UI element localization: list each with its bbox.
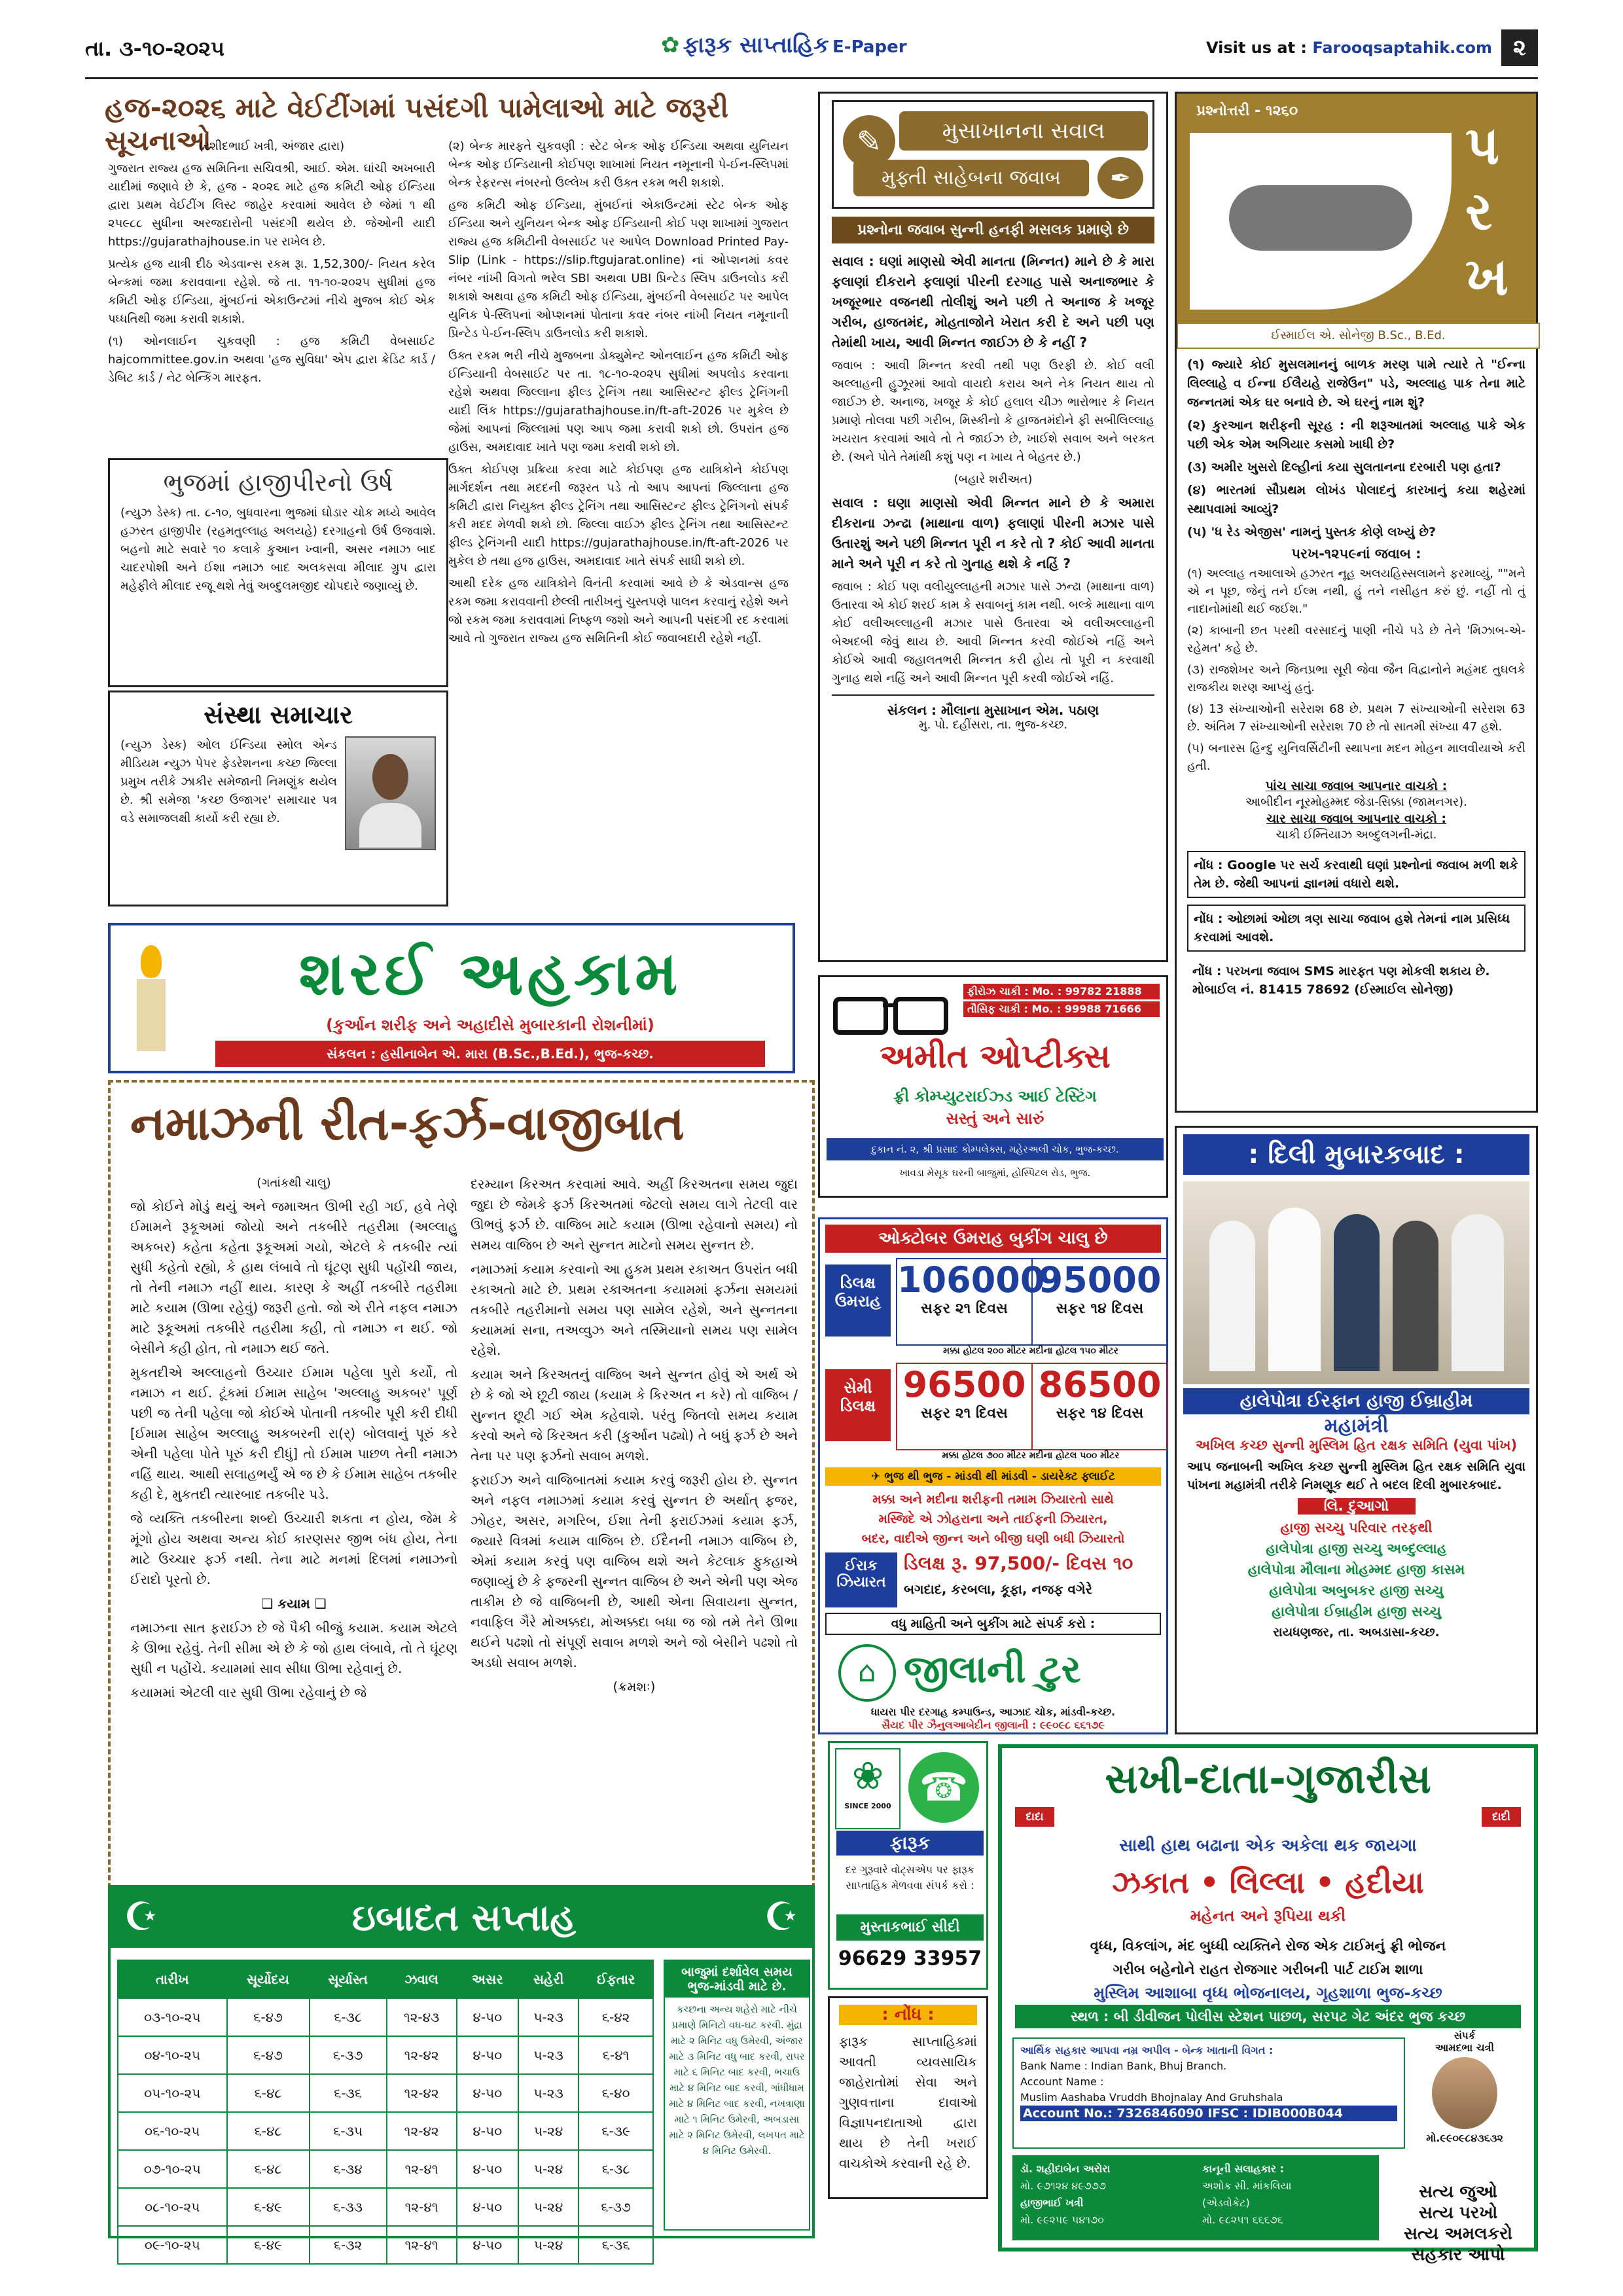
duration: સફર ૧૪ દિવસ [1056, 1405, 1144, 1422]
sanstha-box [108, 691, 448, 906]
quiz-question: (૪) ભારતમાં સૌપ્રથમ લોખંડ પોલાદનું કારખાનું કયા શહેરમાં સ્થાપવામાં આવ્યું? [1187, 483, 1525, 516]
bank-details: આર્થિક સહકાર આપવા નમ્ર અપીલ - બેન્ક ખાતાની વિગત : Bank Name : Indian Bank, Bhuj Branch. Account Name : Muslim Aashaba Vruddh Bhojnalay And Gruhshala Account No.: 7326846090 IFSC : IDIB000B044 [1012, 2037, 1405, 2149]
handshake-illustration [1190, 133, 1452, 310]
four-correct-name: ચાકી ઈમ્તિયાઝ અબ્દુલગની-મંદ્રા. [1275, 828, 1437, 842]
ahkam-subtitle: (કુર્આન શરીફ અને અહાદીસે મુબારકાની રોશનીમાં) [326, 1016, 654, 1034]
umrah-more: વધુ માહિતી અને બુકીંગ માટે સંપર્ક કરો : [825, 1613, 1161, 1635]
table-cell: ૫-૨૩ [518, 2036, 579, 2074]
optics-tag: સસ્તું અને સારું [946, 1109, 1044, 1128]
masla-credit: સંકલન : મૌલાના મુસાખાન એમ. પઠાણ [887, 702, 1099, 718]
table-cell: ૪-૫૦ [457, 2036, 518, 2074]
whatsapp-phone[interactable]: 96629 33957 [838, 1947, 982, 1970]
masla-banner [832, 100, 1154, 209]
table-cell: ૬-૩૭ [310, 2036, 387, 2074]
table-cell: ૫-૨૪ [518, 2226, 579, 2264]
column-header: તારીખ [118, 1960, 227, 1998]
table-cell: ૪-૫૦ [457, 2074, 518, 2112]
table-cell: ૬-૩૭ [579, 2188, 653, 2226]
table-cell: ૦૩-૧૦-૨૫ [118, 1998, 227, 2036]
namaz-end: (ક્રમશઃ) [613, 1679, 656, 1695]
five-correct-title: પાંચ સાચા જવાબ આપનાર વાચકો : [1265, 779, 1448, 793]
quiz-note: નોંધ : ઓછામાં ઓછા ત્રણ સાચા જવાબ હશે તેમનાં નામ પ્રસિધ્ધ કરવામાં આવશે. [1187, 905, 1525, 952]
congrats-text: આપ જનાબની અખિલ કચ્છ સુન્ની મુસ્લિમ હિત રક્ષક સમિતિ યુવા પાંખના મહામંત્રી તરીકે નિમણૂક થઈ તે બદલ દિલી મુબારકબાદ. [1187, 1460, 1525, 1492]
masla-subtitle: પ્રશ્નોના જવાબ સુન્ની હનફી મસલક પ્રમાણે છે [832, 217, 1154, 243]
ibadat-title: ઇબાદત સપ્તાહ [351, 1897, 576, 1939]
namaz-para: નમાઝમાં કયામ કરવાનો આ હુકમ પ્રથમ રકાઅત ઉપરાંત બધી રકાઅતો માટે છે. પ્રથમ રકાઅતના કયામમાં ફર્ઝના સમયમાં તકબીરે તહરીમાનો સમય પણ સામેલ રહેશે, અને સુન્નતના કયામમાં સના, તઅવ્વુઝ અને તસ્મિયાનો સમય પણ સામેલ રહેશે. [471, 1261, 798, 1358]
table-cell: ૦૬-૧૦-૨૫ [118, 2112, 227, 2150]
iraq-price: ડિલક્ષ રૂ. 97,500/- દિવસ ૧૦ [904, 1552, 1133, 1574]
whatsapp-icon: ☎ [908, 1752, 979, 1823]
congrats-org: અખિલ કચ્છ સુન્ની મુસ્લિમ હિત રક્ષક સમિતિ (યુવા પાંખ) [1195, 1437, 1518, 1453]
quiz-answer: (૩) રાજશેખર અને જિનપ્રભા સૂરી જેવા જૈન વિદ્વાનોને મહંમદ તુઘલકે રાજકીય શરણ આપ્યું હતું. [1187, 663, 1525, 694]
price: 86500 [1038, 1364, 1162, 1405]
sakhi-motto: સત્ય જુઓ સત્ય પરખો સત્ય અમલકરો સહકાર આપો [1403, 2182, 1512, 2265]
namaz-para: જે વ્યક્તિ તકબીરના શબ્દો ઉચ્ચારી શકતા ન હોય, જેમ કે મૂંગો હોય અથવા અન્ય કોઈ કારણસર જીભ બંધ હોય, તેના માટે ઉચ્ચાર ફર્ઝ નથી. તેના માટે મનમાં દિલમાં નમાઝનો ઈરાદો પૂરતો છે. [130, 1511, 457, 1587]
table-cell: ૬-૩૮ [579, 2150, 653, 2188]
price-card [1031, 1258, 1168, 1346]
namaz-para: કયામમાં એટલી વાર સુધી ઊભા રહેવાનું છે જે [130, 1685, 367, 1700]
haj-headline: હજ-૨૦૨૬ માટે વેઈટીંગમાં પસંદગી પામેલાઓ માટે જરૂરી સૂચનાઓ [105, 92, 729, 156]
column-header: સહેરી [518, 1960, 579, 1998]
ahkam-banner [108, 923, 795, 1073]
column-header: સૂર્યાસ્ત [310, 1960, 387, 1998]
table-cell: ૬-૪૮ [227, 2074, 310, 2112]
person-photo [345, 736, 436, 850]
umrah-ad [818, 1217, 1168, 1734]
haj-col-1 [108, 137, 435, 391]
optics-ad [818, 975, 1168, 1198]
column-header: અસર [457, 1960, 518, 1998]
candle-icon [125, 945, 177, 1056]
quiz-big-title: પરખ [1465, 115, 1508, 307]
mosque-icon: ☪ [764, 1894, 799, 1940]
table-row [118, 2188, 653, 2226]
table-cell: ૪-૫૦ [457, 2150, 518, 2188]
plane-icon: ✈ [871, 1470, 881, 1483]
table-cell: ૧૨-૪૩ [387, 1998, 457, 2036]
namaz-para: મુકતદીએ અલ્લાહનો ઉચ્ચાર ઈમામ પહેલા પુરો કર્યો, તો નમાઝ ન થઈ. ટૂંકમાં ઈમામ સાહેબ 'અલ્લાહુ અકબર' પૂર્ણ પછી જ તેની પહેલા જો કોઈએ પોતાની તકબીર પૂરી કરી દીધી [ઈમામ સાહેબ અલ્લાહુ અકબરની રા(ર્) બોલવાનું પૂરું કરે એની પહેલા પોતે પૂરું કરી દીધું] તો ઈમામ પાછળ તેની નમાઝ નહિં થાય. આથી સલાહભર્યું એ જ છે કે ઈમામ સાહેબ તકબીર કહી દે, મુકતદી ત્યારબાદ તકબીર પડે. [130, 1365, 457, 1502]
table-cell: ૫-૨૪ [518, 2112, 579, 2150]
haj-para: (૧) ઓનલાઈન ચુકવણી : હજ કમિટી વેબસાઈટ hajcommittee.gov.in અથવા 'હજ સુવિધા' એપ દ્વારા ક્રેડિટ કાર્ડ / ડેબિટ કાર્ડ / નેટ બેન્કિંગ મારફત. [108, 334, 435, 385]
ibadat-banner [111, 1888, 812, 1948]
masla-title-2: મુફ્તી સાહેબના જવાબ [853, 160, 1089, 196]
phone-number[interactable]: મો. ૯૯૨૫૯ ૫૪૧૭૦ [1020, 2214, 1104, 2226]
masla-answer: જવાબ : કોઈ પણ વલીયુલ્લાહની મઝાર પાસે ઝન્ઢા (માથાના વાળ) ઉતારવા એ કોઈ શરઈ કામ કે સવાબનું કામ નથી. બલ્કે માથાના વાળ કોઈ વલીઅલ્લાહની મઝાર પાસે ઉતારવા એ વલીઅલ્લાહની બેઅદબી જેવું થાય છે. આવી મિન્નત કરવી જોઈએ નહિં અને કોઈએ આવી જહાલતભરી મિન્નત કરી હોય તો પૂરી ન કરવાથી ગુનાહ થશે નહિં અને આવી મિન્નત પૂરી કરવી જોઈએ નહિં. [832, 580, 1154, 685]
masla-answer: જવાબ : આવી મિન્નત કરવી તથી પણ ઉરફી છે. કોઈ વલી અલ્લાહની હુઝૂરમાં આવો વાયદો કરાય અને નેક નિયત થાય તો જાઈઝ છે. અનાજ, ખજૂર કે કોઈ હલાલ ચીઝ ભારોભાર કે નિયત પ્રમાણે તોલવા પછી ગરીબ, મિસ્કીનો કે હાજતમંદોને ફી સબીલિલ્લાહ ખયરાત કરવામાં આવે તો તે જાઈઝ છે, ખાઈશે સવાબ અને બરકત છે. (અને પોતે તેમાંથી કશું પણ ન ખાય તે બેહતર છે.) [832, 359, 1154, 464]
congrats-title: : દિલી મુબારકબાદ : [1183, 1134, 1529, 1175]
whatsapp-contact-name: મુસ્તાકભાઈ સીદી [836, 1914, 984, 1941]
optics-contact: ફીરોઝ ચાકી : Mo. : 99782 21888 તૌસિફ ચાકી : Mo. : 99988 71666 [963, 984, 1160, 1017]
table-cell: ૧૨-૪૧ [387, 2150, 457, 2188]
optics-tag: ફ્રી કોમ્પ્યુટરાઈઝ્ડ આઈ ટેસ્ટિંગ [893, 1087, 1097, 1105]
table-cell: ૬-૩૬ [579, 2226, 653, 2264]
price: 106000 [897, 1259, 1045, 1300]
quiz-note: નોંધ : પરખના જવાબ SMS મારફત પણ મોકલી શકાય છે. મોબાઈલ નં. 81415 78692 (ઈસ્માઈલ સોનેજી) [1192, 964, 1490, 997]
epaper-label: E-Paper [832, 37, 907, 57]
table-cell: ૧૨-૪૨ [387, 2074, 457, 2112]
tree-icon: ❀ [851, 1753, 884, 1798]
masla-box [818, 92, 1168, 962]
table-row [118, 1998, 653, 2036]
since-badge: ❀ SINCE 2000 [835, 1748, 901, 1829]
price: 95000 [1038, 1259, 1162, 1300]
masla-credit-place: મુ. પો. દહીંસરા, તા. ભુજ-કચ્છ. [918, 718, 1068, 732]
quiz-note: નોંધ : Google પર સર્ચ કરવાથી ઘણાં પ્રશ્નોનાં જવાબ મળી શકે તેમ છે. જેથી આપનાં જ્ઞાનમાં વધારો થશે. [1187, 851, 1525, 898]
haj-col-2 [448, 137, 789, 652]
namaz-headline: નમાઝની રીત-ફર્ઝ-વાજીબાત [130, 1096, 685, 1151]
urs-text: (ન્યુઝ ડેસ્ક) તા. ૮-૧૦, બુધવારના ભુજમાં ઘોડાર ચોક મધ્યે આવેલ હઝરત હાજીપીર (રહમતુલ્લાહ અલયહે) દરગાહનો ઉર્ષ ઉજવાશે. બહનો માટે સવારે ૧૦ કલાકે કુઆન ખ્વાની, અસર નમાઝ બાદ ચાદરપોશી અને ઈશા નમાઝ બાદ અલકસવા મીલાદ ગ્રુપ દ્વારા મહેફીલે મીલાદ રજૂ થશે તેવું અબ્દુલમજીદ ચોપદારે જણાવ્યું છે. [120, 506, 436, 593]
table-cell: ૦૫-૧૦-૨૫ [118, 2074, 227, 2112]
phone-number[interactable]: Mo. : 99782 21888 [1032, 985, 1142, 997]
table-cell: ૬-૪૨ [579, 1998, 653, 2036]
urs-box [108, 458, 448, 687]
page-number: ૨ [1501, 29, 1538, 66]
phone-number[interactable]: Mo. : 99988 71666 [1031, 1003, 1141, 1015]
issue-date: તા. ૩-૧૦-૨૦૨૫ [85, 36, 225, 61]
masla-title-1: મુસાખાનના સવાલ [899, 111, 1148, 151]
ibadat-side-title: બાજુમાં દર્શાવેલ સમય ભુજ-માંડવી માટે છે. [665, 1961, 809, 1998]
quiz-question: (૨) કુરઆન શરીફની સૂરહ : ની શરૂઆતમાં અલ્લાહ પાકે એક પછી એક એમ અગિયાર કસમો ખાધી છે? [1187, 418, 1525, 452]
optics-name: અમીત ઓપ્ટીક્સ [880, 1037, 1111, 1075]
column-header: સૂર્યોદય [227, 1960, 310, 1998]
ibadat-header-row [118, 1960, 653, 1998]
quiz-question: (૫) 'ધ રેડ એજીસ' નામનું પુસ્તક કોણે લખ્યું છે? [1187, 525, 1436, 539]
sakhi-tagline: સાથી હાથ બઢાના એક અકેલા થક જાયગા [1119, 1836, 1417, 1856]
congrats-name: હાલેપોત્રા ઈરફાન હાજી ઈબ્રાહીમ [1183, 1388, 1529, 1414]
sakhi-tagline-2: મહેનત અને રૂપિયા થકી [1190, 1907, 1346, 1925]
table-cell: ૬-૪૯ [227, 2226, 310, 2264]
sakhi-zakat: ઝકાત • લિલ્લા • હદીયા [1112, 1865, 1424, 1900]
sakhi-services: વૃધ્ધ, વિકલાંગ, મંદ બુધ્ધી વ્યક્તિને રોજ એક ટાઈમનું ફ્રી ભોજન ગરીબ બહેનોને રાહત રોજગાર ગરીબની પાર્ટ ટાઈમ શાળા મુસ્લિમ આશાબા વૃધ્ધ ભોજનાલય, ગૃહશાળા ભુજ-કચ્છ સ્થળ : બી ડીવીજન પોલીસ સ્ટેશન પાછળ, સરપટ ગેટ અંદર ભુજ કચ્છ [1015, 1934, 1521, 2028]
table-cell: ૪-૫૦ [457, 2112, 518, 2150]
group-photo [1183, 1181, 1529, 1384]
tour-logo [825, 1638, 1161, 1703]
optics-address: ખાવડા મેસૂક ઘરની બાજુમાં, હોસ્પિટલ રોડ, ભુજ. [899, 1167, 1091, 1179]
quiz-question: (૧) જ્યારે કોઈ મુસલમાનનું બાળક મરણ પામે ત્યારે તે "ઈન્ના લિલ્લાહે વ ઈન્ના ઈલૈયહે રાજેઉન" પડે, અલ્લાહ પાક તેના માટે જન્નતમાં એક ઘર બનાવે છે. એ ઘરનું નામ શું? [1187, 357, 1525, 410]
quiz-question: (૩) અમીર ખુસરો દિલ્હીનાં કયા સુલતાનના દરબારી પણ હતા? [1187, 460, 1501, 475]
table-cell: ૧૨-૪૧ [387, 2226, 457, 2264]
table-cell: ૬-૩૨ [310, 2226, 387, 2264]
table-cell: ૫-૨૪ [518, 2188, 579, 2226]
namaz-para: દરમ્યાન કિરઅત કરવામાં આવે. અહીં કિરઅતના સમય જુદા જુદા છે જેમકે ફર્ઝ કિરઅતમાં જેટલો સમય લાગે તેટલી વાર ઊભવું ફર્ઝ છે. વાજિબ માટે કયામ (ઊભા રહેવાનો સમય) નો સમય વાજિબ છે અને સુન્નત માટેનો સમય સુન્નત છે. [471, 1176, 798, 1253]
brand-name: ફારૂક સાપ્તાહિક [683, 32, 829, 58]
header-rule [85, 77, 1538, 79]
congrats-ad [1175, 1126, 1538, 1734]
column-header: ઈફતાર [579, 1960, 653, 1998]
table-cell: ૦૪-૧૦-૨૫ [118, 2036, 227, 2074]
quiz-author: ઈસ્માઈલ એ. સોનેજી B.Sc., B.Ed. [1177, 323, 1540, 349]
masla-reference: (બહારે શરીઅત) [954, 473, 1033, 486]
table-cell: ૪-૫૦ [457, 2188, 518, 2226]
website-link[interactable]: Farooqsaptahik.com [1312, 39, 1492, 57]
ibadat-body [118, 1998, 653, 2264]
sanstha-text: (ન્યુઝ ડેસ્ક) ઓલ ઈન્ડિયા સ્મોલ એન્ડ મીડિયમ ન્યુઝ પેપર ફેડરેશનના કચ્છ જિલ્લા પ્રમુખ તરીકે ઝાકીર સમેજાની નિમણુંક થયેલ છે. શ્રી સમેજા 'કચ્છ ઉજાગર' સમાચાર પત્ર વડે સમાજલક્ષી કાર્યો કરી રહ્યા છે. [120, 738, 337, 825]
table-cell: ૬-૩૮ [310, 1998, 387, 2036]
table-cell: ૧૨-૪૨ [387, 2112, 457, 2150]
quill-icon: ✒ [1097, 157, 1143, 199]
flight-info: ✈ ભુજ થી ભુજ - માંડવી થી માંડવી - ડાયરેક્ટ ફ્લાઈટ [825, 1467, 1161, 1486]
table-cell: ૪-૫૦ [457, 1998, 518, 2036]
table-cell: ૦૮-૧૦-૨૫ [118, 2188, 227, 2226]
disclaimer-box [828, 1996, 988, 2199]
table-cell: ૬-૩૬ [310, 2074, 387, 2112]
duration: સફર ૨૧ દિવસ [921, 1405, 1008, 1422]
table-row [118, 2036, 653, 2074]
namaz-subhead: ❑ કયામ ❑ [261, 1596, 327, 1611]
table-cell: ૬-૩૫ [310, 2112, 387, 2150]
contact-phone[interactable]: મો.૯૯૦૯૮૪૩૬૩૨ [1426, 2132, 1503, 2144]
leaf-logo-icon: ✿ [661, 32, 680, 58]
haj-para: (૨) બેન્ક મારફતે ચુકવણી : સ્ટેટ બેન્ક ઓફ ઈન્ડિયા અથવા યુનિયન બેન્ક ઓફ ઈન્ડિયાની કોઈપણ શાખામાં નિયત નમૂનાની પે-ઈન-સ્લિપમાં બેન્ક રેફરન્સ નંબરનો ઉલ્લેખ કરી ઉક્ત રકમ ભરી શકાશે. [448, 139, 789, 190]
whatsapp-box [828, 1741, 988, 1990]
table-cell: ૬-૩૯ [579, 2112, 653, 2150]
table-row [118, 2150, 653, 2188]
ziyarat-list: મક્કા અને મદીના શરીફની તમામ ઝિયારતો સાથે મસ્જિદે એ ઝોહરાના અને તાઈફની ઝિયારત, બદર, વાદીએ જીન્ન અને બીજી ઘણી બધી ઝિયારતો [861, 1492, 1125, 1546]
whatsapp-brand: ફારૂક [836, 1831, 984, 1856]
table-cell: ૧૨-૪૧ [387, 2188, 457, 2226]
congrats-from: લિ. દુઆગો [1298, 1498, 1416, 1515]
table-cell: ૬-૪૮ [227, 2112, 310, 2150]
haj-para: પ્રત્યેક હજ યાત્રી દીઠ એડવાન્સ રકમ રૂા. 1,52,300/- નિયત કરેલ બેન્કમાં જમા કરાવવાના રહેશે. જે તા. ૧૧-૧૦-૨૦૨૫ સુધીમાં હજ કમિટી ઓફ ઈન્ડિયા, મુંબઈનાં એકાઉન્ટમાં નીચે મુજબ કોઈ એક પધ્ધતિથી જમા કરાવી શકાશે. [108, 257, 435, 326]
dome-icon: ⌂ [838, 1644, 896, 1702]
table-row [118, 2226, 653, 2264]
quiz-box [1175, 92, 1538, 1113]
namaz-para: જો કોઈને મોડું થયું અને જમાઅત ઊભી રહી ગઈ, હવે તેણે ઈમામને રૂકૂઅમાં જોયો અને તકબીરે તહરીમા (અલ્લાહુ અકબર) કહેતા કહેતા રૂકૂઅમાં ગયો, એટલે કે તકબીર ત્યાં સુધી કહેતો રહ્યો, કે હાથ લંબાવે તો ઘૂંટણ સુધી પહોંચી જાય, તો તેની નમાઝ નહીં થાય. કારણ કે અહીં તકબીરે તહરીમા માટે કયામ (ઊભા રહેવું) જરૂરી હતો. જો એ રીતે નફલ નમાઝ માટે રૂકૂઅમાં તકબીરે તહરીમા કહી, તો નમાઝ ન થઈ. જો બેસીને કહી હોત, તો નમાઝ થઈ જતે. [130, 1198, 457, 1356]
dadi-badge: દાદી [1482, 1807, 1521, 1827]
phone-number[interactable]: મો. ૯૭૧૨૪ ૪૯૭૭૭ [1020, 2179, 1107, 2192]
umrah-deluxe-label: ડિલક્ષ ઉમરાહ [825, 1265, 891, 1336]
table-row [118, 2074, 653, 2112]
table-cell: ૬-૩૩ [310, 2188, 387, 2226]
namaz-para: નમાઝના સાત ફરાઈઝ છે જે પૈકી બીજું કયામ. કયામ એટલે કે ઊભા રહેવું. તેની સીમા એ છે કે જો હાથ લંબાવે, તો તે ઘૂંટણ સુધી ન પહોંચે. કયામમાં સાવ સીધા ઊભા રહેવાનું છે. [130, 1620, 457, 1676]
table-cell: ૧૨-૪૨ [387, 2036, 457, 2074]
contact-portrait: સંપર્ક આમદભા ચત્રી મો.૯૯૦૯૮૪૩૬૩૨ [1406, 2030, 1524, 2174]
price-card [896, 1258, 1045, 1346]
sakhi-ad [998, 1744, 1538, 2265]
table-cell: ૬-૪૦ [579, 2074, 653, 2112]
umrah-head: ઓક્ટોબર ઉમરાહ બુકીંગ ચાલુ છે [825, 1225, 1161, 1253]
umrah-deluxe [825, 1258, 1161, 1363]
table-cell: ૫-૨૩ [518, 1998, 579, 2036]
table-cell: ૪-૫૦ [457, 2226, 518, 2264]
quiz-answer: (૫) બનારસ હિન્દુ યુનિવર્સિટીની સ્થાપના મદન મોહન માલવીયાએ કરી હતી. [1187, 742, 1525, 773]
urs-title: ભુજમાં હાજીપીરનો ઉર્ષ [163, 468, 393, 497]
table-row [118, 2112, 653, 2150]
sakhi-people: ડૉ. શહીદાબેન અરોરા મો. ૯૭૧૨૪ ૪૯૭૭૭ હાજીભાઈ ખત્રી મો. ૯૯૨૫૯ ૫૪૧૭૦ કાનૂની સલાહકાર : અશોક સી. માંકલિયા (એડવોકેટ) મો. ૯૮૨૫૧ ૬૬૬૭૬ [1012, 2155, 1379, 2240]
table-cell: ૦૯-૧૦-૨૫ [118, 2226, 227, 2264]
ahkam-compiler: સંકલન : હસીનાબેન એ. મારા (B.Sc.,B.Ed.), ભુજ-કચ્છ. [215, 1041, 765, 1067]
price-card [1031, 1363, 1168, 1450]
iraq-label: ઈરાક ઝિયારત [825, 1552, 897, 1607]
table-cell: ૬-૪૭ [227, 2036, 310, 2074]
table-cell: ૬-૪૮ [227, 2150, 310, 2188]
quiz-answer: (૧) અલ્લાહ તઆલાએ હઝરત નૂહ અલયહિસ્સલામને ફરમાવ્યું, ""મને એ ન પૂછ, જેનું તને ઈલ્મ નથી, હું તને નસીહત કરું છું. નહીં તો તું નાદાનોમાંથી થઈ જઈશ." [1187, 567, 1525, 616]
quiz-answer: (૨) કાબાની છત પરથી વરસાદનું પાણી નીચે પડે છે તેને 'મિઝાબ-એ-રહેમત' કહે છે. [1187, 624, 1525, 655]
tour-address: ધાયરા પીર દરગાહ કમ્પાઉન્ડ, આઝાદ ચોક, માંડવી-કચ્છ. [870, 1706, 1116, 1718]
tour-contact: સૈયદ પીર ઝૈનુલઆબેદીન જીલાની : ૯૯૦૯૮ ૬૬૧૭૯ [882, 1719, 1105, 1731]
mosque-icon: ☪ [124, 1894, 159, 1940]
quiz-answers-title: પરખ-૧૨૫૯નાં જવાબ : [1291, 546, 1421, 562]
table-cell: ૬-૩૪ [310, 2150, 387, 2188]
masthead [661, 32, 1054, 69]
namaz-col-2 [471, 1174, 798, 1701]
namaz-cont: (ગતાંકથી ચાલુ) [257, 1176, 331, 1190]
congrats-role: મહામંત્રી [1324, 1414, 1389, 1437]
price-card [896, 1363, 1033, 1450]
five-correct-name: આબીદીન નૂરમોહમ્મદ જેડા-સિક્કા (જામનગર). [1245, 795, 1467, 809]
ibadat-box [108, 1885, 815, 2253]
haj-para: ઉક્ત રકમ ભરી નીચે મુજબના ડોક્યુમેન્ટ ઓનલાઈન હજ કમિટી ઓફ ઈન્ડિયાની વેબસાઈટ પર તા. ૧૮-૧૦-૨૦૨૫ સુધીમાં અપલોડ કરવાના રહેશે અથવા જિલ્લાના ફીલ્ડ ટ્રેનિંગ તથા આસિસ્ટન્ટ ફીલ્ડ ટ્રેનિંગની યાદી લિંક https://gujarathajhouse.in/ft-aft-2026 પર મુકેલ છે જેમાં આપનાં જિલ્લામાં પણ આપ જમા કરાવી શકો છો. ઉપરાંત હજ હાઉસ, અમદાવાદ ખાતે પણ જમા કરાવી શકો છો. [448, 349, 789, 454]
column-header: ઝવાલ [387, 1960, 457, 1998]
disclaimer-text: ફારૂક સાપ્તાહિકમાં આવતી વ્યવસાયિક જાહેરાતોમાં સેવા અને ગુણવત્તાના દાવાઓ વિજ્ઞાપનદાતાઓ દ્વારા થાય છે તેની ખરાઈ વાચકોએ કરવાની રહે છે. [839, 2034, 977, 2171]
sanstha-title: સંસ્થા સમાચાર [204, 700, 353, 729]
quiz-banner [1177, 94, 1536, 349]
namaz-col-1 [130, 1174, 457, 1707]
duration: સફર ૧૪ દિવસ [1056, 1300, 1144, 1317]
website-info: Visit us at : Farooqsaptahik.com [1205, 39, 1492, 57]
namaz-para: ફરાઈઝ અને વાજિબાતમાં કયામ કરવું જરૂરી હોય છે. સુન્નત અને નફલ નમાઝમાં કયામ કરવું સુન્નત છે અર્થાત્ ફજર, ઝોહર, અસર, મગરિબ, ઈશા તેની ફરાઈઝમાં કયામ ફર્ઝ, જ્યારે વિત્રમાં કયામ વાજિબ છે. ઈદૈનની નમાઝ વાજિબ છે, એમાં કયામ કરવું પણ વાજિબ થશે અને કેટલાક ફુકહાએ જણાવ્યું છે કે ફજરની સુન્નત વાજિબ છે અને એની પણ એજ તાકીમ છે જે વાજિબની છે, આથી એના સિવાયના સુન્નત, નવાફિલ ગૈરે મોઅક્કદા, મોઅક્કદા બધા જ જો તમે તેને ઊભા થઈને પઢશો તો સંપૂર્ણ સવાબ મળશે અને જો બેસીને પઢશો તો અડધો સવાબ મળશે. [471, 1472, 798, 1670]
duration: સફર ૨૧ દિવસ [921, 1300, 1008, 1317]
four-correct-title: ચાર સાચા જવાબ આપનાર વાચકો : [1266, 812, 1446, 826]
phone-number[interactable]: મો. ૯૮૨૫૧ ૬૬૬૭૬ [1202, 2214, 1283, 2226]
congrats-names: હાજી સચ્ચુ પરિવાર તરફથી હાલેપોત્રા હાજી સચ્ચુ અબ્દુલ્લાહ હાલેપોત્રા મૌલાના મોહમ્મદ હાજી કાસમ હાલેપોત્રા અબુબકર હાજી સચ્ચુ હાલેપોત્રા ઈબ્રાહીમ હાજી સચ્ચુ રાયધણજર, તા. અબડાસા-કચ્છ. [1247, 1520, 1465, 1640]
table-cell: ૬-૪૭ [227, 1998, 310, 2036]
table-cell: ૫-૨૩ [518, 2074, 579, 2112]
tour-name: જીલાની ટુર [904, 1647, 1081, 1691]
hotel-distance: મક્કા હોટલ ૭૦૦ મીટર મદીના હોટલ ૫૦૦ મીટર [942, 1450, 1120, 1461]
ahkam-title: શરઈ અહકામ [298, 939, 682, 1009]
optics-address: દુકાન નં. ૨, શ્રી પ્રસાદ કોમ્પલેક્સ, મહેરઅલી ચોક, ભુજ-કચ્છ. [827, 1138, 1164, 1160]
haj-para: હજ કમિટી ઓફ ઈન્ડિયા, મુંબઈનાં એકાઉન્ટમાં સ્ટેટ બેન્ક ઓફ ઈન્ડિયા અને યુનિયન બેન્ક ઓફ ઈન્ડિયાની કોઈ પણ શાખામાં ગુજરાત રાજ્ય હજ કમિટીની વેબસાઈટ પર આપેલ Download Printed Pay-Slip (Link - https://slip.ftgujarat.online) નાં ઓપ્શનમાં કવર નંબર નાંખી વિગતો ભરેલ SBI અથવા UBI પ્રિન્ટેડ સ્લિપ ડાઉનલોડ કરી શકાશે અથવા હજ કમિટી ઓફ ઈન્ડિયા, મુંબઈની વેબસાઈટ પર આપેલ યુનિક પે-સ્લિપનાં ઓપ્શનમાં પોતાના કવર નંબર નાંખી નિયત નમૂનાની પ્રિન્ટેડ પે-ઈન-સ્લિપ ડાઉનલોડ કરી શકાશે. [448, 198, 789, 340]
price: 96500 [902, 1364, 1026, 1405]
haj-para: ગુજરાત રાજ્ય હજ સમિતિના સચિવશ્રી, આઈ. એમ. ઘાંચી અખબારી યાદીમાં જણાવે છે કે, હજ - ૨૦૨૬ માટે હજ કમિટી ઓફ ઈન્ડિયા દ્વારા પ્રથમ વેઈટીંગ લિસ્ટ જાહેર કરવામાં આવેલ છે જેમાં ૧ થી ૨૫૯૮૮ સુધીના અરજદારોની પસંદગી થયેલ છે. જેઓની યાદી https://gujarathajhouse.in પર રાખેલ છે. [108, 162, 435, 249]
page-header [85, 29, 1538, 75]
whatsapp-text: દર ગુરૂવારે વોટ્સએપ પર ફારૂક સાપ્તાહિક મેળવવા સંપર્ક કરો : [845, 1863, 975, 1892]
haj-byline: (રશીદભાઈ ખત્રી, અંજાર દ્વારા) [198, 139, 345, 153]
ibadat-side [664, 1960, 810, 2231]
hotel-distance: મક્કા હોટલ ૨૦૦ મીટર મદીના હોટલ ૧૫૦ મીટર [943, 1346, 1118, 1356]
table-cell: ૬-૪૯ [227, 2188, 310, 2226]
disclaimer-title: : નોંધ : [839, 2005, 977, 2025]
masla-question: સવાલ : ઘણા માણસો એવી મિન્નત માને છે કે અમારા દીકરાના ઝન્ઢા (માથાના વાળ) ફલાણાં પીરની મઝાર પાસે ઉતારશું અને પછી મિન્નત પૂરી ન કરે તો ? કોઈ આવી માનતા માને અને પૂરી ન કરે તો ગુનાહ થશે કે નહિં ? [832, 495, 1154, 571]
quiz-answer: (૪) 13 સંખ્યાઓની સરેરાશ 68 છે. પ્રથમ 7 સંખ્યાઓની સરેરાશ 63 છે. અંતિમ 7 સંખ્યાઓની સરેરાશ 70 છે તો સાતમી સંખ્યા 47 હશે. [1187, 702, 1525, 734]
umrah-semi-label: સેમી ડિલક્ષ [825, 1369, 891, 1441]
ibadat-side-text: કચ્છના અન્ય શહેરો માટે નીચે પ્રમાણે મિનિટો વધ-ઘટ કરવી. મુંદ્રા માટે ૨ મિનિટ વધુ ઉમેરવી, અંજાર માટે ૩ મિનિટ વધુ બાદ કરવી, રાપર માટે ૬ મિનિટ બાદ કરવી, ભચાઉ માટે ૪ મિનિટ બાદ કરવી, ગાંધીધામ માટે ૪ મિનિટ બાદ કરવી, નખત્રાણા માટે ૧ મિનિટ ઉમેરવી, અબડાસા માટે ૨ મિનિટ ઉમેરવી, લખપત માટે ૪ મિનિટ ઉમેરવી. [669, 2003, 805, 2157]
sakhi-title: સખી-દાતા-ગુજારીસ [1105, 1755, 1431, 1803]
iraq-ziyarat [825, 1552, 1161, 1613]
ibadat-table [117, 1960, 654, 2265]
spectacles-icon [833, 990, 944, 1030]
dada-badge: દાદા [1015, 1807, 1054, 1827]
table-cell: ૫-૨૪ [518, 2150, 579, 2188]
haj-para: ઉક્ત કોઈપણ પ્રક્રિયા કરવા માટે કોઈપણ હજ યાત્રિકોને કોઈપણ માર્ગદર્શન તથા મદદની જરૂરત પડે તો આપ આપનાં જિલ્લાના હજ કમિટી દ્વારા નિયુક્ત ફીલ્ડ ટ્રેનિંગ તથા આસિસ્ટન્ટ ફીલ્ડ ટ્રેનિંગનો સંપર્ક કરી મદદ મેળવી શકો છો. જિલ્લા વાઈઝ ફીલ્ડ ટ્રેનિંગ તથા આસિસ્ટન્ટ ફીલ્ડ ટ્રેનિંગની યાદી https://gujarathajhouse.in/ft-aft-2026 પર મુકેલ છે તથા હજ હાઉસ, અમદાવાદ ખાતે સંપર્ક સાધી શકો છો. [448, 463, 789, 568]
iraq-cities: બગદાદ, કરબલા, કૂફા, નજફ વગેરે [904, 1581, 1092, 1597]
table-cell: ૬-૪૧ [579, 2036, 653, 2074]
account-number: Account No.: 7326846090 IFSC : IDIB000B044 [1020, 2106, 1397, 2121]
namaz-para: કયામ અને કિરઅતનું વાજિબ અને સુન્નત હોવું એ અર્થ એ છે કે જો એ છૂટી જાય (કયામ કે કિરઅત ન કરે) તો વાજિબ / સુન્નત છૂટી ગઈ એમ કહેવાશે. પરંતુ જિતલો સમય કયામ કરવો અને જે કિરઅત કરી (કુર્આન પઢ્યો) તે બધું ફર્ઝ છે અને તેના પર પણ ફર્ઝનો સવાબ મળશે. [471, 1367, 798, 1463]
haj-para: આથી દરેક હજ યાત્રિકોને વિનંતી કરવામાં આવે છે કે એડવાન્સ હજ રકમ જમા કરાવવાની છેલ્લી તારીખનું ચુસ્તપણે પાલન કરવાનું રહેશે અને જો રકમ જમા કરાવવામાં નિષ્ફળ જશો અને આપની પસંદગી રદ કરવામાં આવે તો ગુજરાત રાજ્ય હજ સમિતિની કોઈ જવાબદારી રહેશે નહીં. [448, 577, 789, 645]
table-cell: ૦૭-૧૦-૨૫ [118, 2150, 227, 2188]
quiz-number: પ્રશ્નોત્તરી - ૧૨૬૦ [1196, 103, 1298, 119]
masla-question: સવાલ : ઘણાં માણસો એવી માનતા (મિન્નત) માને છે કે મારા ફલાણાં દીકરાને ફલાણાં પીરની દરગાહ પાસે અનાજભાર કે ખજૂરભાર વજનથી તોલીશું અને પછી તે અનાજ કે ખજૂર ગરીબ, હાજતમંદ, મોહતાજોને ખેરાત કરી દે અને પછી પણ તેમાંથી ખાય, આવી મિન્નત જાઈઝ છે કે નહીં ? [832, 253, 1154, 350]
umrah-semi [825, 1363, 1161, 1467]
pen-icon: ✎ [843, 115, 895, 168]
